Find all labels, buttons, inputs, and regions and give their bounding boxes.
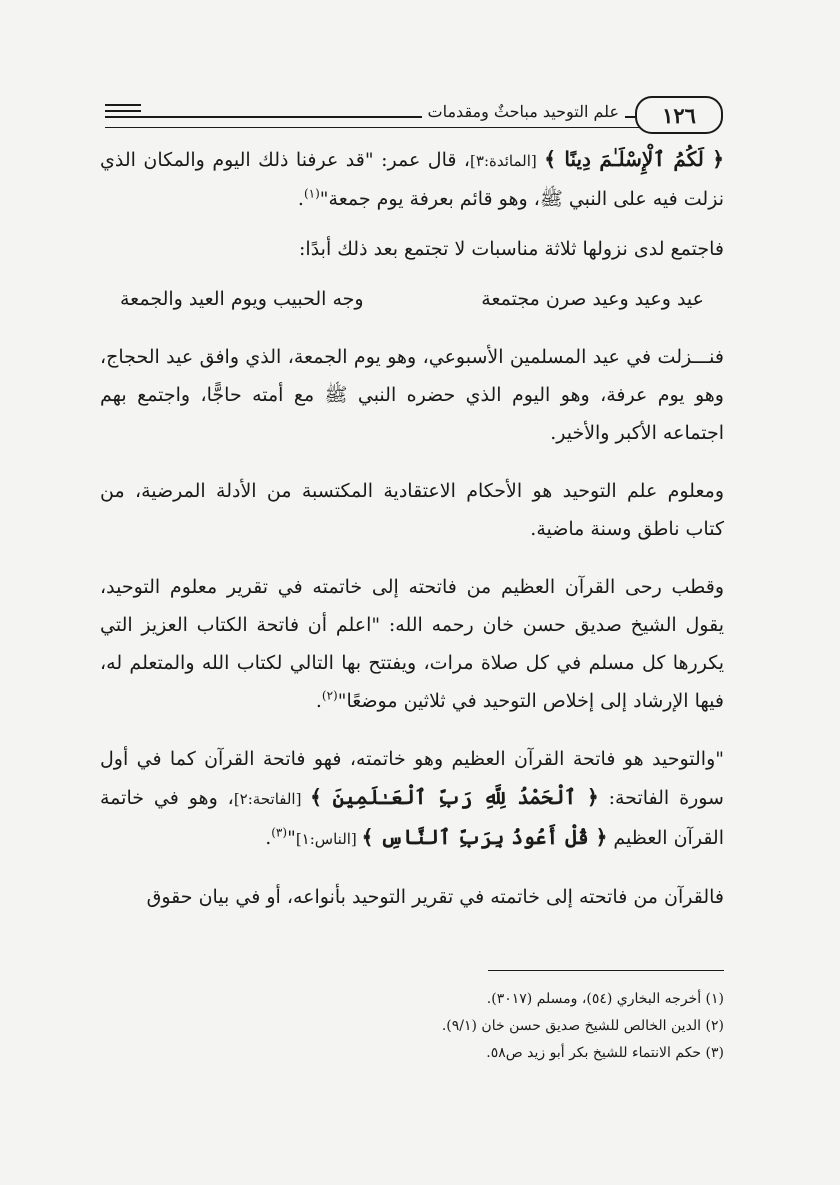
- punctuation: .: [315, 690, 322, 712]
- verse-reference: [المائدة:٣]: [470, 152, 537, 170]
- footnote-item: (١) أخرجه البخاري (٥٤)، ومسلم (٣٠١٧).: [486, 991, 724, 1007]
- paragraph-3: فنـــزلت في عيد المسلمين الأسبوعي، وهو يوم الجمعة، الذي وافق عيد الحجاج، وهو يوم عرفة، وهو اليوم الذي حضره النبي ﷺ مع أمته حاجًّا، واجتمع بهم اجتماعه الأكبر والأخير.: [100, 346, 724, 444]
- paragraph-1: [100, 140, 724, 218]
- paragraph-5: [100, 568, 724, 720]
- quran-verse: ﴿ قُلْ أَعُوذُ بِرَبِّ ٱلنَّاسِ ﴾: [361, 825, 608, 849]
- paragraph-7: فالقرآن من فاتحته إلى خاتمته في تقرير التوحيد بأنواعه، أو في بيان حقوق: [146, 886, 724, 908]
- header-title: علم التوحيد مباحثٌ ومقدمات: [422, 102, 625, 121]
- footnote-separator: [488, 970, 724, 971]
- paragraph-4: ومعلوم علم التوحيد هو الأحكام الاعتقادية المكتسبة من الأدلة المرضية، من كتاب ناطق وسنة ماضية.: [100, 480, 724, 540]
- footnote-item: (٣) حكم الانتماء للشيخ بكر أبو زيد ص٥٨.: [486, 1045, 724, 1061]
- footnote-marker: (٣): [271, 825, 288, 840]
- quran-verse: ﴿ ٱلْحَمْدُ لِلَّهِ رَبِّ ٱلْعَـٰلَمِينَ ﴾: [310, 785, 599, 809]
- main-text: [100, 140, 724, 936]
- header-rule-thin: [105, 127, 639, 128]
- footnote-marker: (١): [303, 186, 320, 201]
- verse-reference: [الناس:١]: [295, 830, 362, 848]
- paragraph-text: ، قال عمر: "قد عرفنا ذلك اليوم والمكان الذي نزلت فيه على النبي ﷺ، وهو قائم بعرفة يوم جمعة": [100, 149, 724, 210]
- page-number: ١٢٦: [635, 96, 723, 134]
- verse-reference: [الفاتحة:٢]: [233, 790, 311, 808]
- verse-second-hemistich: وجه الحبيب ويوم العيد والجمعة: [120, 288, 364, 310]
- paragraph-2: فاجتمع لدى نزولها ثلاثة مناسبات لا تجتمع بعد ذلك أبدًا:: [299, 238, 724, 260]
- poem-verse: [100, 280, 724, 318]
- paragraph-text: ": [287, 827, 296, 849]
- punctuation: .: [297, 188, 304, 210]
- footnotes: [164, 986, 724, 1067]
- footnote-marker: (٢): [321, 688, 338, 703]
- paragraph-6: [100, 740, 724, 858]
- header-ornament: [105, 104, 141, 112]
- quran-verse: ﴿ لَكُمُ ٱلْإِسْلَـٰمَ دِينًا ﴾: [544, 147, 724, 171]
- punctuation: .: [265, 827, 272, 849]
- paragraph-text: "والتوحيد هو فاتحة القرآن العظيم وهو خاتمته، فهو فاتحة القرآن كما في أول سورة الفاتحة:: [100, 748, 724, 809]
- running-header: [105, 96, 723, 136]
- paragraph-text: وقطب رحى القرآن العظيم من فاتحته إلى خاتمته في تقرير معلوم التوحيد، يقول الشيخ صديق حسن خان رحمه الله: "اعلم أن فاتحة الكتاب العزيز التي يكررها كل مسلم في كل صلاة مرات، ويفتتح بها التالي لكتاب الله والمتعلم له، فيها الإرشاد إلى إخلاص التوحيد في ثلاثين موضعًا": [100, 576, 724, 712]
- paragraph-text: ، وهو في خاتمة القرآن العظيم: [100, 787, 724, 849]
- footnote-item: (٢) الدين الخالص للشيخ صديق حسن خان (٩/١).: [441, 1018, 724, 1034]
- verse-first-hemistich: عيد وعيد وعيد صرن مجتمعة: [481, 288, 704, 310]
